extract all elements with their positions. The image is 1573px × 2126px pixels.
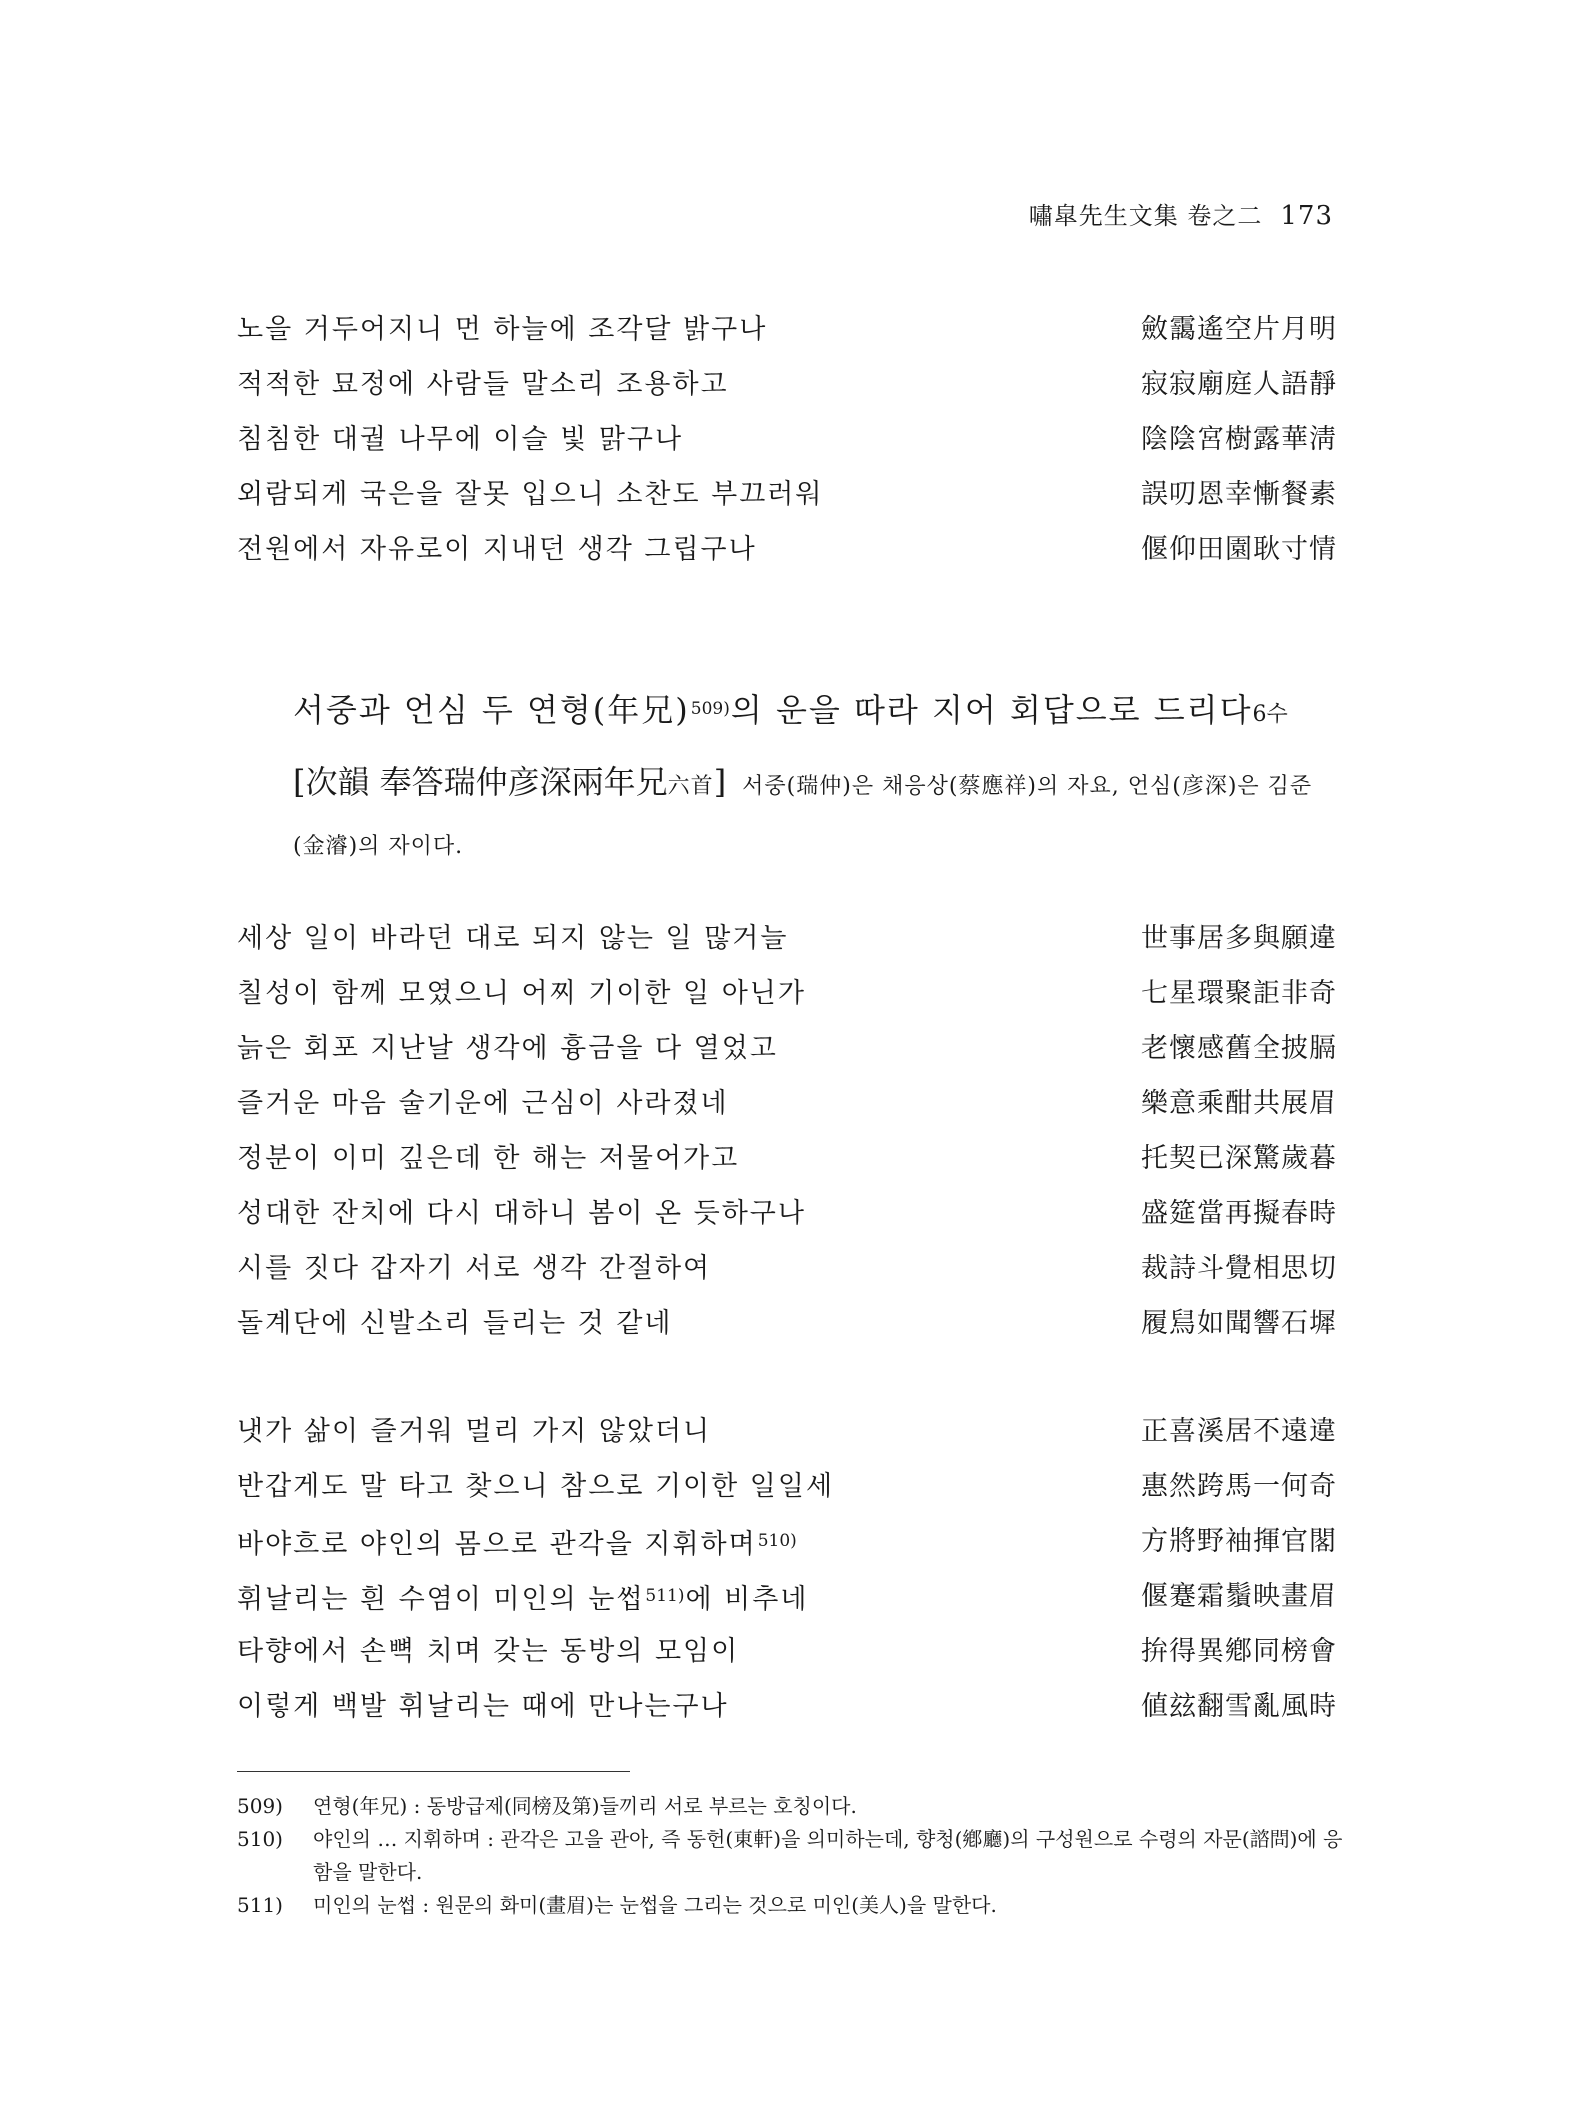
- footnote-number: 511): [237, 1893, 283, 1917]
- hanja-verse: 盛筵當再擬春時: [1141, 1198, 1337, 1229]
- footnote-510: [237, 1823, 1347, 1889]
- verse-line: [237, 911, 1337, 966]
- verse-line: [237, 1076, 1337, 1131]
- footnote-divider: [237, 1771, 630, 1772]
- verse-line: [237, 1514, 1337, 1569]
- hanja-verse: 托契已深驚歲暮: [1141, 1143, 1337, 1174]
- verse-line: [237, 1624, 1337, 1679]
- hanja-verse: 七星環聚詎非奇: [1141, 978, 1337, 1009]
- korean-verse: 세상 일이 바라던 대로 되지 않는 일 많거늘: [237, 923, 789, 954]
- verse-line: [237, 1296, 1337, 1351]
- korean-verse: 타향에서 손뼉 치며 갖는 동방의 모임이: [237, 1636, 740, 1667]
- footnote-number: 510): [237, 1827, 283, 1851]
- korean-verse: 칠성이 함께 모였으니 어찌 기이한 일 아닌가: [237, 978, 806, 1009]
- hanja-count: 六首: [667, 774, 714, 799]
- poem-1: [237, 302, 1337, 577]
- verse-line: [237, 1459, 1337, 1514]
- footnote-number: 509): [237, 1794, 283, 1818]
- verse-line: [237, 357, 1337, 412]
- korean-verse: 노을 거두어지니 먼 하늘에 조각달 밝구나: [237, 314, 768, 345]
- hanja-verse: 老懷感舊全披膈: [1141, 1033, 1337, 1064]
- poem-2: [237, 911, 1337, 1351]
- korean-verse: 침침한 대궐 나무에 이슬 빛 맑구나: [237, 424, 684, 455]
- korean-verse: 적적한 묘정에 사람들 말소리 조용하고: [237, 369, 729, 400]
- title-note: 서중(瑞仲)은 채응상(蔡應祥)의 자요, 언심(彦深)은 김준(金濬)의 자이다.: [293, 774, 1313, 859]
- poem-title: [293, 685, 1288, 731]
- hanja-verse: 樂意乘酣共展眉: [1141, 1088, 1337, 1119]
- verse-line: [237, 1679, 1337, 1734]
- verse-line: [237, 1021, 1337, 1076]
- poem-3: [237, 1404, 1337, 1734]
- footnote-text: 야인의 … 지휘하며 : 관각은 고을 관아, 즉 동헌(東軒)을 의미하는데, 향청(鄕廳)의 구성원으로 수령의 자문(諮問)에 응함을 말한다.: [313, 1827, 1343, 1884]
- footnote-text: 미인의 눈썹 : 원문의 화미(畫眉)는 눈썹을 그리는 것으로 미인(美人)을 말한다.: [313, 1893, 997, 1917]
- footnote-509: [237, 1790, 1347, 1823]
- hanja-verse: 惠然跨馬一何奇: [1141, 1471, 1337, 1502]
- verse-line: [237, 966, 1337, 1021]
- korean-verse: 이렇게 백발 휘날리는 때에 만나는구나: [237, 1691, 729, 1722]
- footnotes: [237, 1790, 1347, 1922]
- hanja-verse: 世事居多與願違: [1141, 923, 1337, 954]
- hanja-verse: 拚得異鄕同榜會: [1141, 1636, 1337, 1667]
- hanja-title: [次韻 奉答瑞仲彦深兩年兄: [293, 763, 668, 801]
- hanja-verse: 陰陰宮樹露華淸: [1141, 424, 1337, 455]
- korean-verse: [237, 1514, 798, 1572]
- footnote-ref-510[interactable]: 510): [757, 1531, 797, 1551]
- footnote-511: [237, 1889, 1347, 1922]
- hanja-verse: 履舃如聞響石墀: [1141, 1308, 1337, 1339]
- korean-verse: 냇가 삶이 즐거워 멀리 가지 않았더니: [237, 1416, 712, 1447]
- title-text-rest: 의 운을 따라 지어 회답으로 드리다: [730, 691, 1253, 729]
- poem-subtitle: [293, 752, 1337, 877]
- korean-verse: 시를 짓다 갑자기 서로 생각 간절하여: [237, 1253, 712, 1284]
- korean-verse-text: 휘날리는 흰 수염이 미인의 눈썹: [237, 1584, 645, 1615]
- korean-verse: [237, 1569, 808, 1627]
- poem-count: 6수: [1252, 702, 1288, 727]
- hanja-verse: 誤叨恩幸慚餐素: [1141, 479, 1337, 510]
- footnote-ref-509[interactable]: 509): [690, 699, 730, 719]
- title-text: 서중과 언심 두 연형(年兄): [293, 691, 690, 729]
- korean-verse-text: 바야흐로 야인의 몸으로 관각을 지휘하며: [237, 1529, 757, 1560]
- verse-line: [237, 1569, 1337, 1624]
- hanja-verse: 裁詩斗覺相思切: [1141, 1253, 1337, 1284]
- hanja-verse: 方將野袖揮官閣: [1141, 1526, 1337, 1557]
- footnote-text: 연형(年兄) : 동방급제(同榜及第)들끼리 서로 부르는 호칭이다.: [313, 1794, 857, 1818]
- verse-line: [237, 1404, 1337, 1459]
- verse-line: [237, 302, 1337, 357]
- korean-verse: 외람되게 국은을 잘못 입으니 소찬도 부끄러워: [237, 479, 824, 510]
- hanja-verse: 値玆翻雪亂風時: [1141, 1691, 1337, 1722]
- korean-verse: 반갑게도 말 타고 찾으니 참으로 기이한 일일세: [237, 1471, 835, 1502]
- korean-verse: 즐거운 마음 술기운에 근심이 사라졌네: [237, 1088, 729, 1119]
- verse-line: [237, 467, 1337, 522]
- verse-line: [237, 1241, 1337, 1296]
- korean-verse: 성대한 잔치에 다시 대하니 봄이 온 듯하구나: [237, 1198, 806, 1229]
- hanja-verse: 偃蹇霜鬚映畫眉: [1141, 1581, 1337, 1612]
- korean-verse: 정분이 이미 깊은데 한 해는 저물어가고: [237, 1143, 740, 1174]
- running-head: [1029, 196, 1333, 231]
- korean-verse-text-rest: 에 비추네: [685, 1584, 809, 1615]
- hanja-verse: 正喜溪居不遠違: [1141, 1416, 1337, 1447]
- verse-line: [237, 412, 1337, 467]
- verse-line: [237, 1131, 1337, 1186]
- hanja-verse: 偃仰田園耿寸情: [1141, 534, 1337, 565]
- hanja-verse: 寂寂廟庭人語靜: [1141, 369, 1337, 400]
- footnote-ref-511[interactable]: 511): [645, 1586, 685, 1606]
- hanja-title-close: ]: [713, 763, 727, 801]
- korean-verse: 전원에서 자유로이 지내던 생각 그립구나: [237, 534, 757, 565]
- verse-line: [237, 1186, 1337, 1241]
- korean-verse: 늙은 회포 지난날 생각에 흉금을 다 열었고: [237, 1033, 778, 1064]
- page-number: 173: [1280, 201, 1333, 231]
- korean-verse: 돌계단에 신발소리 들리는 것 같네: [237, 1308, 673, 1339]
- hanja-verse: 斂靄遙空片月明: [1141, 314, 1337, 345]
- verse-line: [237, 522, 1337, 577]
- book-title: 嘯皐先生文集 卷之二: [1028, 202, 1263, 230]
